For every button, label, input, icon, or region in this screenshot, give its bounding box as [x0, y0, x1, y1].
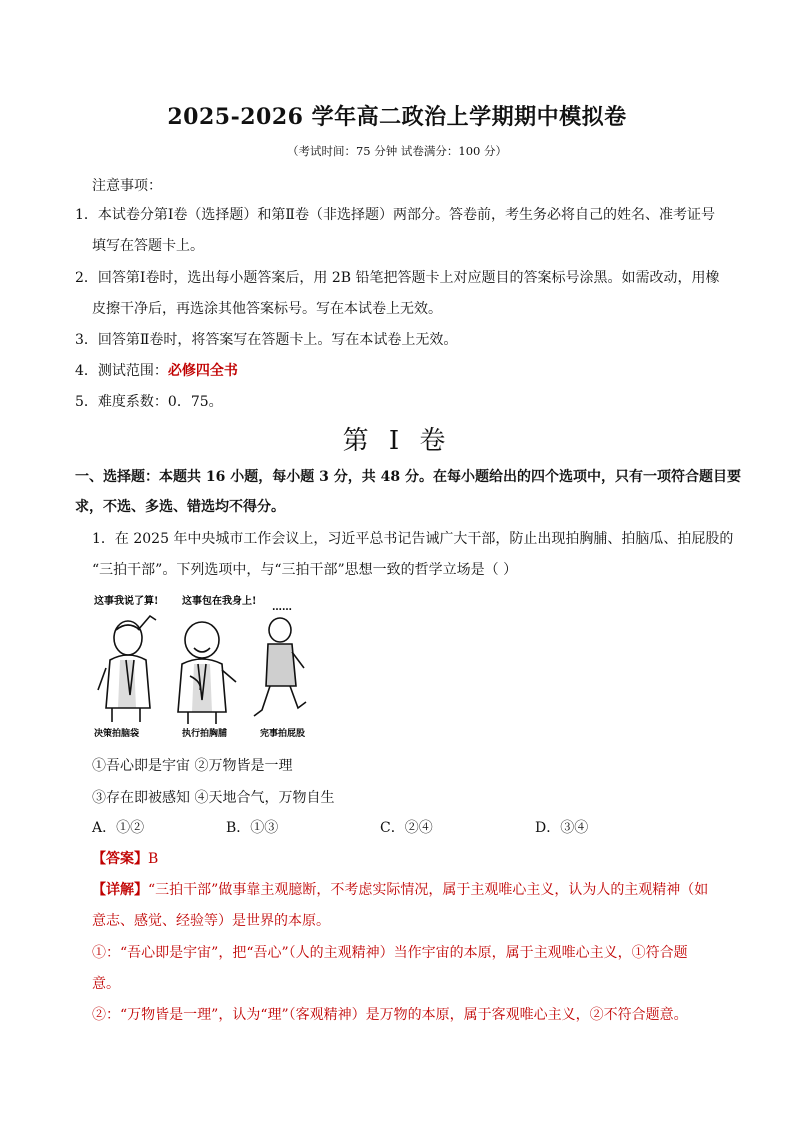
cartoon-speech-2: 这事包在我身上! [182, 596, 257, 607]
notice-item-3: 3．回答第Ⅱ卷时，将答案写在答题卡上。写在本试卷上无效。 [75, 332, 458, 348]
analysis-1-line-1: ①：“吾心即是宇宙”，把“吾心”（人的主观精神）当作宇宙的本原，属于主观唯心主义，①符合题 [92, 945, 688, 961]
option-c[interactable]: C．②④ [380, 820, 433, 836]
notice-item-2-line-2: 皮擦干净后，再选涂其他答案标号。写在本试卷上无效。 [92, 301, 442, 317]
notice-item-5: 5．难度系数：0．75。 [75, 394, 223, 410]
section-instructions-line-1: 一、选择题：本题共 16 小题，每小题 3 分，共 48 分。在每小题给出的四个选项中，只有一项符合题目要 [75, 469, 741, 485]
option-d[interactable]: D．③④ [535, 820, 589, 836]
detail-label: 【详解】 [92, 882, 148, 898]
answer-value: B [148, 851, 159, 867]
section-instructions-line-2: 求，不选、多选、错选均不得分。 [75, 499, 285, 515]
analysis-1-line-2: 意。 [92, 976, 120, 992]
statements-line-1: ①吾心即是宇宙 ②万物皆是一理 [92, 758, 293, 774]
statements-line-2: ③存在即被感知 ④天地合气，万物自生 [92, 790, 335, 806]
question-1-stem-line-1: 1．在 2025 年中央城市工作会议上，习近平总书记告诫广大干部，防止出现拍胸脯、拍脑瓜、拍屁股的 [92, 531, 734, 547]
analysis-2: ②：“万物皆是一理”，认为“理”（客观精神）是万物的本原，属于客观唯心主义，②不符合题意。 [92, 1007, 688, 1023]
test-scope: 必修四全书 [167, 363, 238, 379]
detail-text-1: “三拍干部”做事靠主观臆断，不考虑实际情况，属于主观唯心主义，认为人的主观精神（如 [148, 882, 709, 898]
option-b[interactable]: B．①③ [226, 820, 279, 836]
notice-item-1-line-1: 1．本试卷分第Ⅰ卷（选择题）和第Ⅱ卷（非选择题）两部分。答卷前，考生务必将自己的姓名、准考证号 [75, 207, 715, 223]
answer-line [92, 849, 158, 869]
section-heading: 第 I 卷 [342, 426, 452, 456]
detail-line-2: 意志、感觉、经验等）是世界的本原。 [92, 913, 330, 929]
notice-item-1-line-2: 填写在答题卡上。 [92, 238, 204, 254]
cartoon-caption-1: 决策拍脑袋 [94, 729, 140, 739]
notice-heading: 注意事项： [92, 178, 162, 194]
notice-item-4 [75, 361, 238, 381]
page-title: 2025-2026 学年高二政治上学期期中模拟卷 [167, 104, 627, 130]
notice-item-4-label: 4．测试范围： [75, 363, 168, 379]
question-1-stem-line-2: “三拍干部”。下列选项中，与“三拍干部”思想一致的哲学立场是（ ） [92, 562, 518, 578]
cartoon-caption-3: 完事拍屁股 [260, 729, 306, 739]
cartoon-speech-3: …… [272, 602, 292, 613]
cartoon-caption-2: 执行拍胸脯 [182, 729, 228, 739]
option-a[interactable]: A．①② [92, 820, 145, 836]
notice-item-2-line-1: 2．回答第Ⅰ卷时，选出每小题答案后，用 2B 铅笔把答题卡上对应题目的答案标号涂黑。如需改动，用橡 [75, 270, 720, 286]
cartoon-speech-1: 这事我说了算! [94, 596, 159, 607]
detail-line-1 [92, 880, 708, 900]
three-pat-cadres-cartoon [90, 590, 320, 740]
answer-label: 【答案】 [92, 851, 148, 867]
exam-info: （考试时间：75 分钟 试卷满分：100 分） [286, 144, 508, 158]
